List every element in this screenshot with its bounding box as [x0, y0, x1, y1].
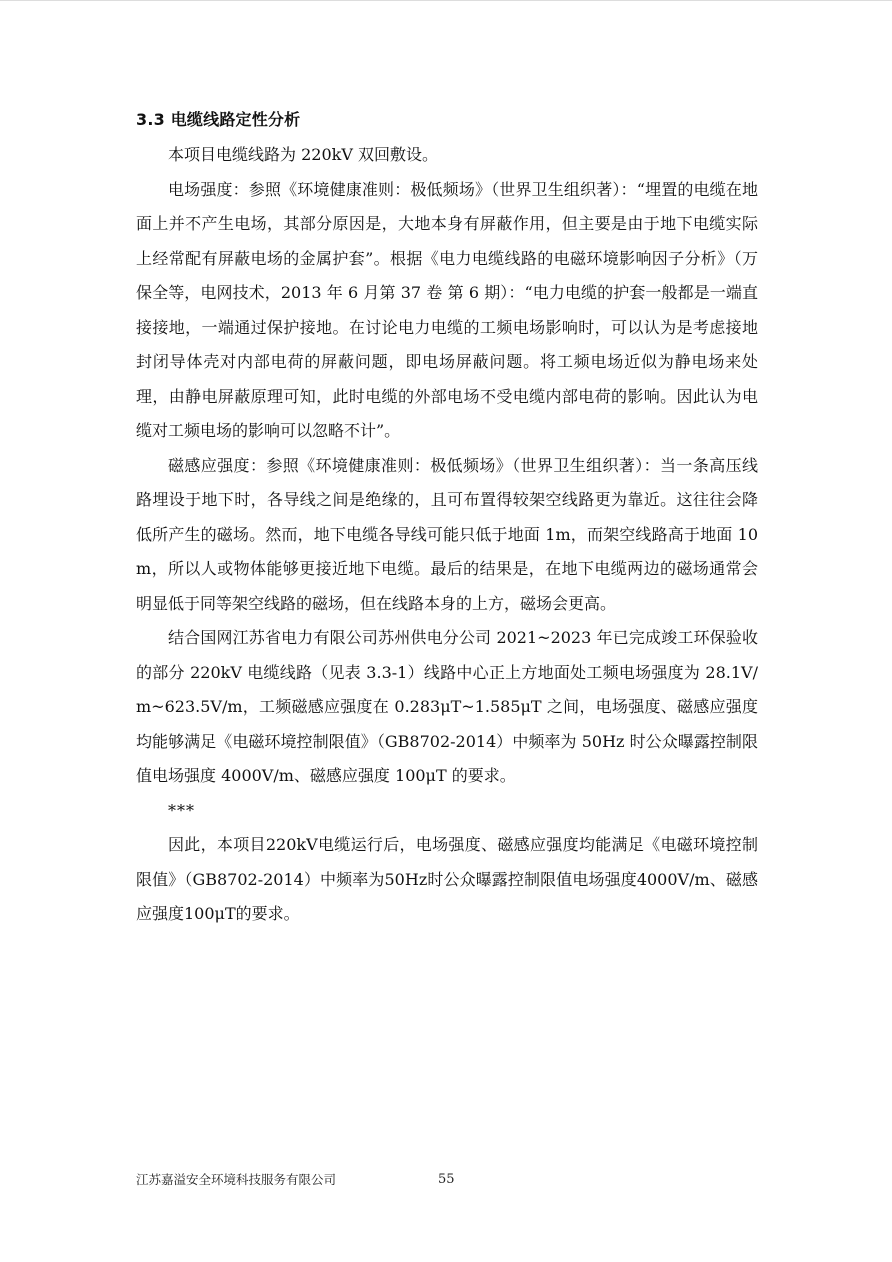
page-content [136, 106, 758, 932]
paragraph-monitoring-results: 结合国网江苏省电力有限公司苏州供电分公司 2021~2023 年已完成竣工环保验收的部分 220kV 电缆线路（见表 3.3-1）线路中心正上方地面处工频电场强度为 28.1V/m~623.5V/m，工频磁感应强度在 0.283μT~1.585μT 之间，电场强度、磁感应强度均能够满足《电磁环境控制限值》（GB8702-2014）中频率为 50Hz 时公众曝露控制限值电场强度 4000V/m、磁感应强度 100μT 的要求。 [136, 628, 758, 785]
paragraph-separator: *** [168, 800, 195, 820]
paragraph-magnetic-induction: 磁感应强度：参照《环境健康准则：极低频场》（世界卫生组织著）：当一条高压线路埋设于地下时，各导线之间是绝缘的，且可布置得较架空线路更为靠近。这往往会降低所产生的磁场。然而，地下电缆各导线可能只低于地面 1m，而架空线路高于地面 10m，所以人或物体能够更接近地下电缆。最后的结果是，在地下电缆两边的磁场通常会明显低于同等架空线路的磁场，但在线路本身的上方，磁场会更高。 [136, 455, 758, 613]
paragraph-conclusion: 因此，本项目220kV电缆运行后，电场强度、磁感应强度均能满足《电磁环境控制限值》（GB8702-2014）中频率为50Hz时公众曝露控制限值电场强度4000V/m、磁感应强度100μT的要求。 [136, 835, 758, 923]
paragraph-electric-field: 电场强度：参照《环境健康准则：极低频场》（世界卫生组织著）：“埋置的电缆在地面上并不产生电场，其部分原因是，大地本身有屏蔽作用，但主要是由于地下电缆实际上经常配有屏蔽电场的金属护套”。根据《电力电缆线路的电磁环境影响因子分析》（万保全等，电网技术，2013 年 6 月第 37 卷 第 6 期）：“电力电缆的护套一般都是一端直接接地，一端通过保护接地。在讨论电力电缆的工频电场影响时，可以认为是考虑接地封闭导体壳对内部电荷的屏蔽问题，即电场屏蔽问题。将工频电场近似为静电场来处理，由静电屏蔽原理可知，此时电缆的外部电场不受电缆内部电荷的影响。因此认为电缆对工频电场的影响可以忽略不计”。 [136, 179, 758, 440]
page-top-edge [0, 0, 892, 1]
paragraph-intro: 本项目电缆线路为 220kV 双回敷设。 [168, 145, 438, 164]
footer-page-number: 55 [438, 1172, 455, 1187]
section-heading: 3.3 电缆线路定性分析 [136, 110, 301, 129]
footer-company-name: 江苏嘉溢安全环境科技服务有限公司 [136, 1172, 337, 1187]
